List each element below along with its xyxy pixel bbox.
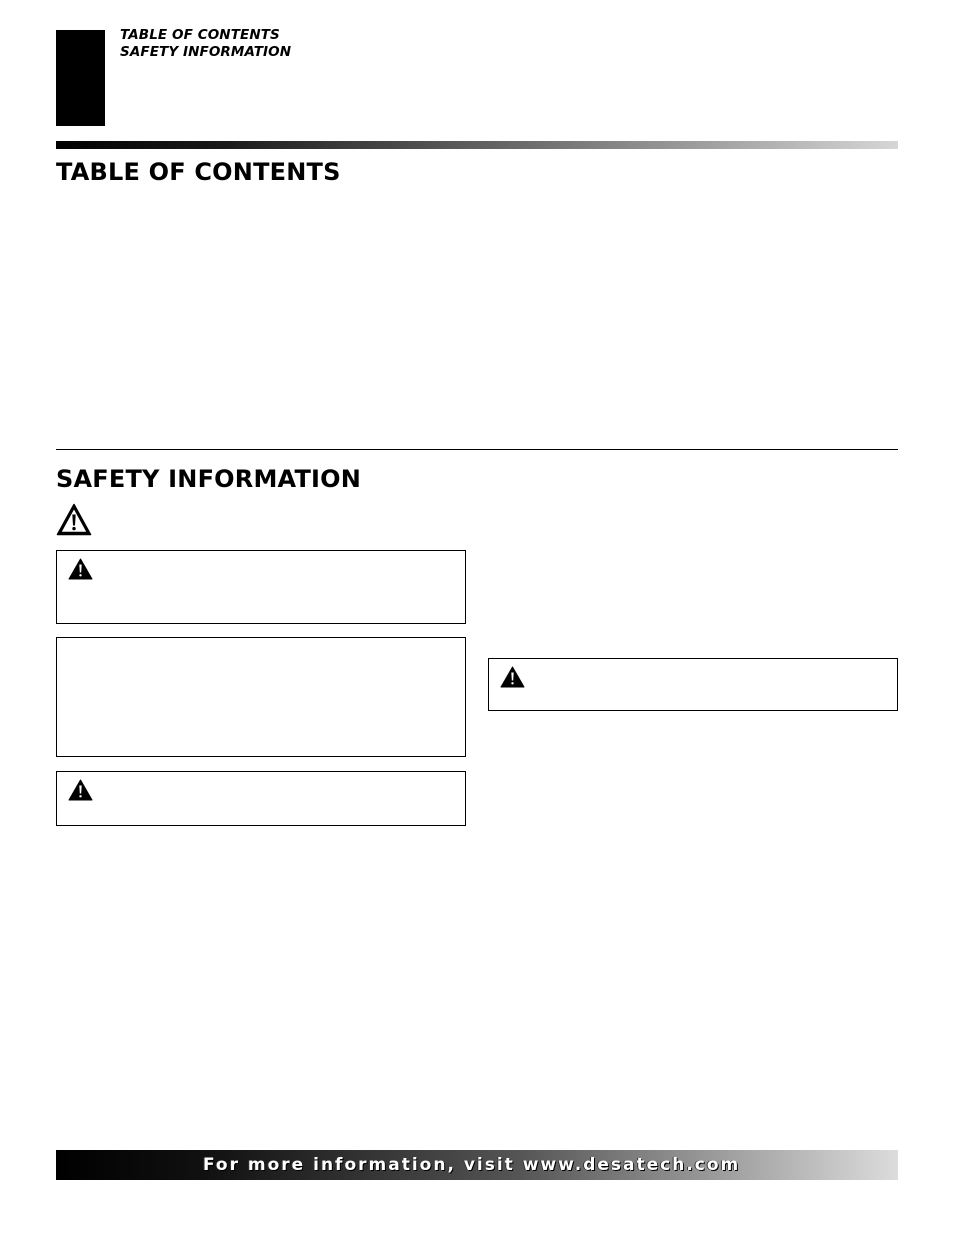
warning-box-3 [488, 658, 898, 711]
warning-box-1 [56, 550, 466, 624]
header-black-tab [56, 30, 105, 126]
warning-triangle-icon [68, 558, 93, 580]
running-header [120, 27, 291, 61]
header-gradient-rule [56, 141, 898, 149]
running-header-line-2: SAFETY INFORMATION [120, 44, 292, 60]
footer-link-text[interactable]: For more information, visit www.desatech.com [203, 1155, 741, 1175]
footer-bar [56, 1150, 898, 1180]
warning-triangle-icon [56, 503, 92, 536]
section-divider [56, 449, 898, 450]
toc-title: TABLE OF CONTENTS [56, 158, 341, 186]
warning-triangle-icon [500, 666, 525, 688]
warning-triangle-icon [68, 779, 93, 801]
safety-title: SAFETY INFORMATION [56, 465, 362, 493]
running-header-line-1: TABLE OF CONTENTS [120, 27, 280, 43]
notice-box [56, 637, 466, 757]
warning-box-2 [56, 771, 466, 826]
